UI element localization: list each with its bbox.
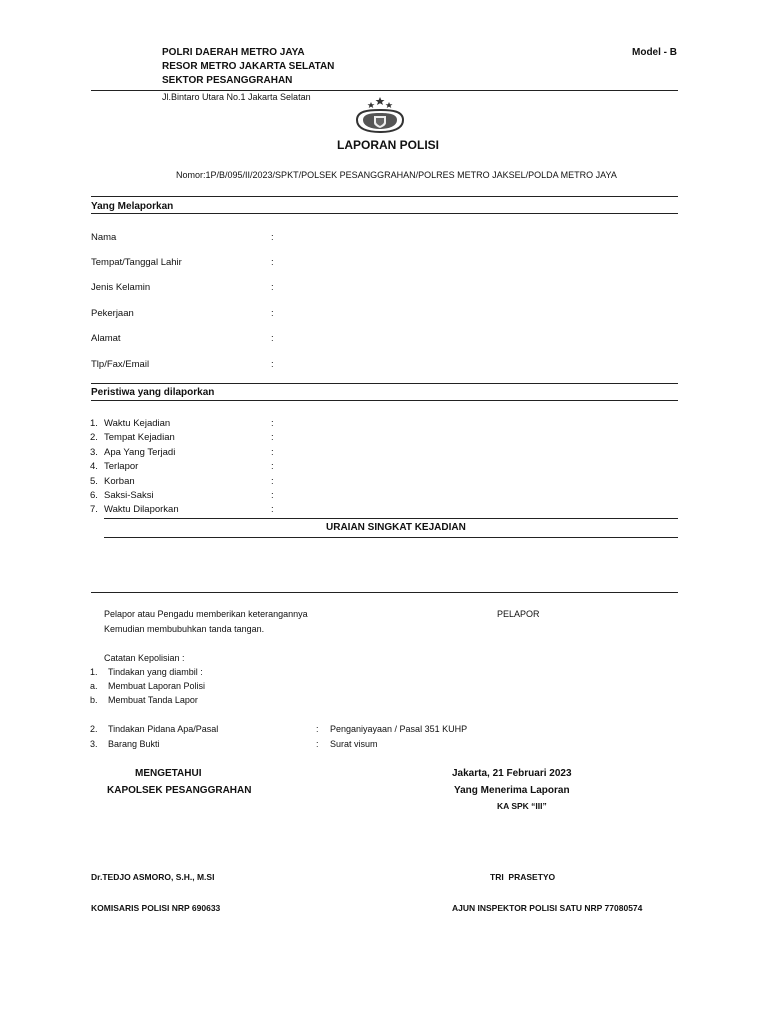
catatan-item-1-label: Tindakan yang diambil : <box>108 667 203 677</box>
event-list <box>90 418 390 519</box>
org-line-1: POLRI DAERAH METRO JAYA <box>162 47 305 58</box>
field-label: Jenis Kelamin <box>91 282 151 293</box>
sig-right-line-2: Yang Menerima Laporan <box>454 785 570 796</box>
list-item: 3. Apa Yang Terjadi : <box>90 446 274 458</box>
sig-right-rank: AJUN INSPEKTOR POLISI SATU NRP 77080574 <box>452 903 643 913</box>
catatan-item-3-colon: : <box>316 739 319 749</box>
model-label: Model - B <box>632 47 677 58</box>
pelapor-label: PELAPOR <box>497 609 540 619</box>
field-label: Pekerjaan <box>91 308 134 319</box>
catatan-item-a-label: Membuat Laporan Polisi <box>108 681 206 691</box>
catatan-item-b-label: Membuat Tanda Lapor <box>108 695 198 705</box>
field-label: Tempat/Tanggal Lahir <box>91 257 182 268</box>
catatan-item-3-value: Surat visum <box>330 739 378 749</box>
page-title: LAPORAN POLISI <box>337 138 440 152</box>
list-item: 2. Tempat Kejadian : <box>90 432 274 444</box>
catatan-item-2-colon: : <box>316 724 319 734</box>
list-item: 4. Terlapor : <box>90 461 274 473</box>
uraian-bottom-rule <box>104 537 678 538</box>
list-item: 6. Saksi-Saksi : <box>90 489 274 501</box>
field-label: Tlp/Fax/Email <box>91 359 150 370</box>
report-number: Nomor:1P/B/095/II/2023/SPKT/POLSEK PESANGGRAHAN/POLRES METRO JAKSEL/POLDA METRO JAYA <box>176 170 617 180</box>
sig-left-line-2: KAPOLSEK PESANGGRAHAN <box>107 785 252 796</box>
sig-right-name: TRI PRASETYO <box>490 872 556 882</box>
org-line-2: RESOR METRO JAKARTA SELATAN <box>162 61 335 72</box>
catatan-item-a: a. <box>90 681 98 691</box>
uraian-top-rule <box>104 518 678 519</box>
statement-line-2: Kemudian membubuhkan tanda tangan. <box>104 624 265 634</box>
list-item: 1. Waktu Kejadian : <box>90 418 274 429</box>
catatan-item-3-num: 3. <box>90 739 98 749</box>
list-item: 7. Waktu Dilaporkan : <box>90 504 274 516</box>
uraian-content-rule <box>91 592 678 593</box>
field-row-jenis-kelamin <box>91 282 391 296</box>
uraian-heading: URAIAN SINGKAT KEJADIAN <box>326 522 466 533</box>
event-bottom-rule <box>91 400 678 401</box>
catatan-item-3-label: Barang Bukti <box>108 739 160 749</box>
catatan-item-b: b. <box>90 695 98 705</box>
statement-line-1: Pelapor atau Pengadu memberikan keterangannya <box>104 609 308 619</box>
reporter-bottom-rule <box>91 213 678 214</box>
field-colon: : <box>271 308 274 319</box>
event-top-rule <box>91 383 678 384</box>
field-colon: : <box>271 232 274 243</box>
field-row-alamat <box>91 333 391 347</box>
field-colon: : <box>271 257 274 268</box>
sig-left-line-1: MENGETAHUI <box>135 768 202 779</box>
field-row-nama <box>91 232 391 246</box>
catatan-heading: Catatan Kepolisian : <box>104 653 185 663</box>
field-colon: : <box>271 333 274 344</box>
catatan-item-2-label: Tindakan Pidana Apa/Pasal <box>108 724 219 734</box>
catatan-item-2-num: 2. <box>90 724 98 734</box>
sig-right-place-date: Jakarta, 21 Februari 2023 <box>452 768 572 779</box>
event-heading: Peristiwa yang dilaporkan <box>91 387 215 398</box>
sig-right-line-3: KA SPK “III” <box>497 801 547 811</box>
police-emblem-icon <box>354 96 406 136</box>
field-colon: : <box>271 359 274 370</box>
field-row-pekerjaan <box>91 308 391 322</box>
reporter-top-rule <box>91 196 678 197</box>
catatan-item-2-value: Penganiyayaan / Pasal 351 KUHP <box>330 724 468 734</box>
field-row-tempat-tanggal-lahir <box>91 257 391 271</box>
sig-left-rank: KOMISARIS POLISI NRP 690633 <box>91 903 221 913</box>
field-label: Nama <box>91 232 117 243</box>
org-line-3: SEKTOR PESANGGRAHAN <box>162 75 293 86</box>
reporter-heading: Yang Melaporkan <box>91 201 174 212</box>
sig-left-name: Dr.TEDJO ASMORO, S.H., M.SI <box>91 872 215 882</box>
field-row-tlp <box>91 359 391 373</box>
field-colon: : <box>271 282 274 293</box>
address: Jl.Bintaro Utara No.1 Jakarta Selatan <box>162 92 311 102</box>
header-divider <box>91 90 678 91</box>
catatan-item-1: 1. <box>90 667 98 677</box>
list-item: 5. Korban : <box>90 475 274 487</box>
field-label: Alamat <box>91 333 121 344</box>
